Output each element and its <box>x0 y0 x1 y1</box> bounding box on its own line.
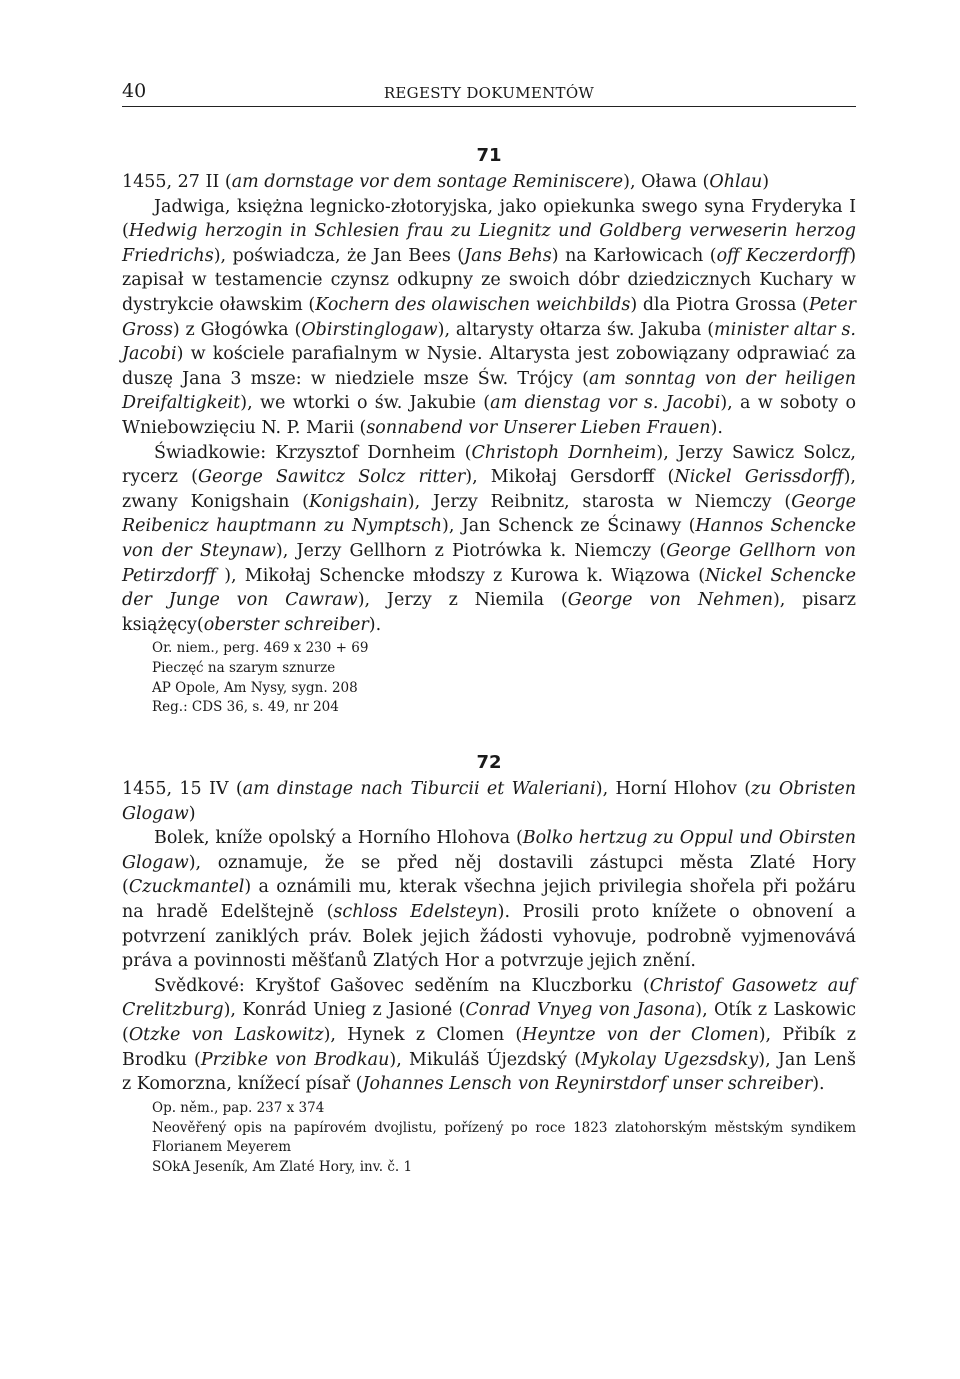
italic-source-text: Nickel Schencke der Junge von Cawraw <box>122 565 856 611</box>
text-run: ) a oznámili mu, kterak všechna jejich privilegia shořela při požáru na hradě Edelštejně ( <box>122 877 856 923</box>
regest-number: 71 <box>476 145 502 166</box>
italic-source-text: am dornstage vor dem sontage Reminiscere <box>231 172 624 192</box>
regest-witnesses <box>122 441 856 638</box>
italic-source-text: schloss Edelsteyn <box>333 902 498 923</box>
running-header <box>122 78 856 107</box>
italic-source-text: sonnabend vor Unserer Lieben Frauen <box>366 417 711 438</box>
text-run: ), poświadcza, że Jan Bees ( <box>213 245 465 266</box>
italic-source-text: Bolko hertzug zu Oppul und Obirsten Glogaw <box>122 828 857 873</box>
text-run: ) <box>762 172 770 192</box>
text-run: ), Mikuláš Újezdský ( <box>389 1049 582 1070</box>
text-run: ). <box>710 417 723 438</box>
italic-source-text: Kochern des olawischen weichbilds <box>315 294 631 315</box>
text-run: ), a w soboty o Wniebowzięciu N. P. Marii ( <box>122 393 856 438</box>
regest-summary <box>122 195 856 441</box>
regest-number: 72 <box>476 752 502 774</box>
regest-72 <box>122 752 856 1178</box>
text-run: ), Oława ( <box>623 172 710 192</box>
archival-note: Neověřený opis na papírovém dvojlistu, pořízený po roce 1823 zlatohorským městským syndikem Florianem Meyerem <box>152 1119 856 1156</box>
text-run: ) dla Piotra Grossa ( <box>630 294 809 315</box>
text-run: ), Otík z Laskowic ( <box>122 1000 856 1046</box>
text-run: ), Horní Hlohov ( <box>595 779 752 800</box>
text-run: ), altarysty ołtarza św. Jakuba ( <box>437 319 715 340</box>
italic-source-text: oberster schreiber <box>203 614 369 635</box>
italic-source-text: minister altar s. Jacobi <box>122 319 856 365</box>
text-run: ), Jan Schenck ze Ścinawy ( <box>442 516 696 537</box>
page-number: 40 <box>122 80 147 102</box>
archival-notes <box>122 1099 856 1178</box>
italic-source-text: Christof Gasowetz auf Crelitzburg <box>122 975 856 1021</box>
text-run: ), Přibík z Brodku ( <box>122 1025 857 1070</box>
text-run: ), Hynek z Clomen ( <box>323 1025 523 1046</box>
italic-source-text: Heyntze von der Clomen <box>522 1025 759 1046</box>
archival-notes <box>122 639 856 718</box>
italic-source-text: am dinstage nach Tiburcii et Waleriani <box>242 779 596 800</box>
italic-source-text: George von Nehmen <box>567 590 773 611</box>
archival-note: Op. něm., pap. 237 x 374 <box>152 1099 325 1116</box>
text-run: ), Konrád Unieg z Jasioné ( <box>223 1000 466 1021</box>
text-run: ), oznamuje, že se před něj dostavili zástupci města Zlaté Hory ( <box>122 852 856 898</box>
running-title: REGESTY DOKUMENTÓW <box>383 84 595 102</box>
italic-source-text: Hedwig herzogin in Schlesien frau zu Liegnitz und Goldberg verweserin herzog Friedrichs <box>122 221 856 266</box>
text-run: ) na Karłowicach ( <box>551 245 717 266</box>
italic-source-text: Peter Gross <box>122 294 856 340</box>
italic-source-text: Jans Behs <box>464 245 552 266</box>
text-run: ), Mikołaj Schencke młodszy z Kurowa k. Wiązowa ( <box>216 565 706 586</box>
text-run: ) zapisał w testamencie czynsz odkupny ze swoich dóbr dziedzicznych Kuchary w dystrykcie oławskim ( <box>122 245 857 315</box>
text-run: ), we wtorki o św. Jakubie ( <box>240 393 491 414</box>
text-run: ). Prosili proto knížete o obnovení a potvrzení zaniklých práv. Bolek jejich žádosti vyhovuje, podrobně vyjmenovává práva a povinnosti měšťanů Zlatých Hor a potvrzuje jejich znění. <box>122 902 856 972</box>
document-page <box>122 78 856 1178</box>
italic-source-text: George Reibenicz hauptmann zu Nymptsch <box>122 491 856 537</box>
italic-source-text: Johannes Lensch von Reynirstdorf unser schreiber <box>362 1074 813 1095</box>
italic-source-text: George Gellhorn von Petirzdorff <box>122 540 856 586</box>
archival-note: Pieczęć na szarym sznurze <box>152 659 336 676</box>
italic-source-text: Obirstinglogaw <box>301 319 438 340</box>
text-run: ), Jerzy Sawicz Solcz, rycerz ( <box>122 442 856 488</box>
archival-note: Reg.: CDS 36, s. 49, nr 204 <box>152 699 339 716</box>
italic-source-text: Hannos Schencke von der Steynaw <box>122 516 856 561</box>
italic-source-text: Czuckmantel <box>128 877 245 898</box>
regest-71 <box>122 145 856 718</box>
italic-source-text: Konigshain <box>309 491 408 512</box>
archival-note: SOkA Jeseník, Am Zlaté Hory, inv. č. 1 <box>152 1158 413 1175</box>
italic-source-text: Christoph Dornheim <box>471 442 657 463</box>
text-run: Świadkowie: Krzysztof Dornheim ( <box>154 442 472 463</box>
italic-source-text: Ohlau <box>709 172 763 192</box>
italic-source-text: George Sawitcz Solcz ritter <box>198 467 466 488</box>
italic-source-text: am dienstag vor s. Jacobi <box>490 393 721 414</box>
text-run: ), Jerzy z Niemila ( <box>357 590 568 611</box>
text-run: Bolek, kníže opolský a Horního Hlohova ( <box>154 828 523 849</box>
italic-source-text: Conrad Vnyeg von Jasona <box>465 1000 696 1021</box>
regest-summary <box>122 826 856 974</box>
text-run: ) w kościele parafialnym w Nysie. Altarysta jest zobowiązany odprawiać za duszę Jana 3 msze: w niedziele msze Św. Trójcy ( <box>122 344 856 389</box>
archival-note: Or. niem., perg. 469 x 230 + 69 <box>152 640 369 657</box>
italic-source-text: Przibke von Brodkau <box>200 1049 390 1070</box>
text-run: ), Jan Lenš z Komorzna, knížecí písař ( <box>122 1049 857 1095</box>
text-run: ). <box>368 614 382 635</box>
italic-source-text: am sonntag von der heiligen Dreifaltigkeit <box>122 368 856 414</box>
regest-date-line <box>122 777 856 826</box>
text-run: 1455, 27 II ( <box>122 172 232 192</box>
text-run: Svědkové: Kryštof Gašovec seděním na Kluczborku ( <box>154 975 650 996</box>
italic-source-text: off Keczerdorff <box>716 245 850 266</box>
text-run: ) z Głogówka ( <box>172 319 302 340</box>
regest-witnesses <box>122 974 856 1097</box>
italic-source-text: Nickel Gerissdorff <box>674 467 844 488</box>
text-run: 1455, 15 IV ( <box>122 779 243 800</box>
text-run: ), Mikołaj Gersdorff ( <box>465 467 675 488</box>
italic-source-text: zu Obristen Glogaw <box>122 779 856 824</box>
text-run: Jadwiga, księżna legnicko-złotoryjska, jako opiekunka swego syna Fryderyka I ( <box>122 196 856 242</box>
text-run: ). <box>812 1074 825 1095</box>
text-run: ), Jerzy Gellhorn z Piotrówka k. Niemczy ( <box>275 540 667 561</box>
italic-source-text: Mykolay Ugezsdsky <box>581 1049 759 1070</box>
text-run: ), zwany Konigshain ( <box>122 467 856 512</box>
italic-source-text: Otzke von Laskowitz <box>128 1025 324 1046</box>
text-run: ) <box>188 803 196 824</box>
archival-note: AP Opole, Am Nysy, sygn. 208 <box>152 679 358 696</box>
text-run: ), pisarz książęcy( <box>122 590 856 635</box>
text-run: ), Jerzy Reibnitz, starosta w Niemczy ( <box>407 491 792 512</box>
regest-date-line <box>122 170 856 195</box>
